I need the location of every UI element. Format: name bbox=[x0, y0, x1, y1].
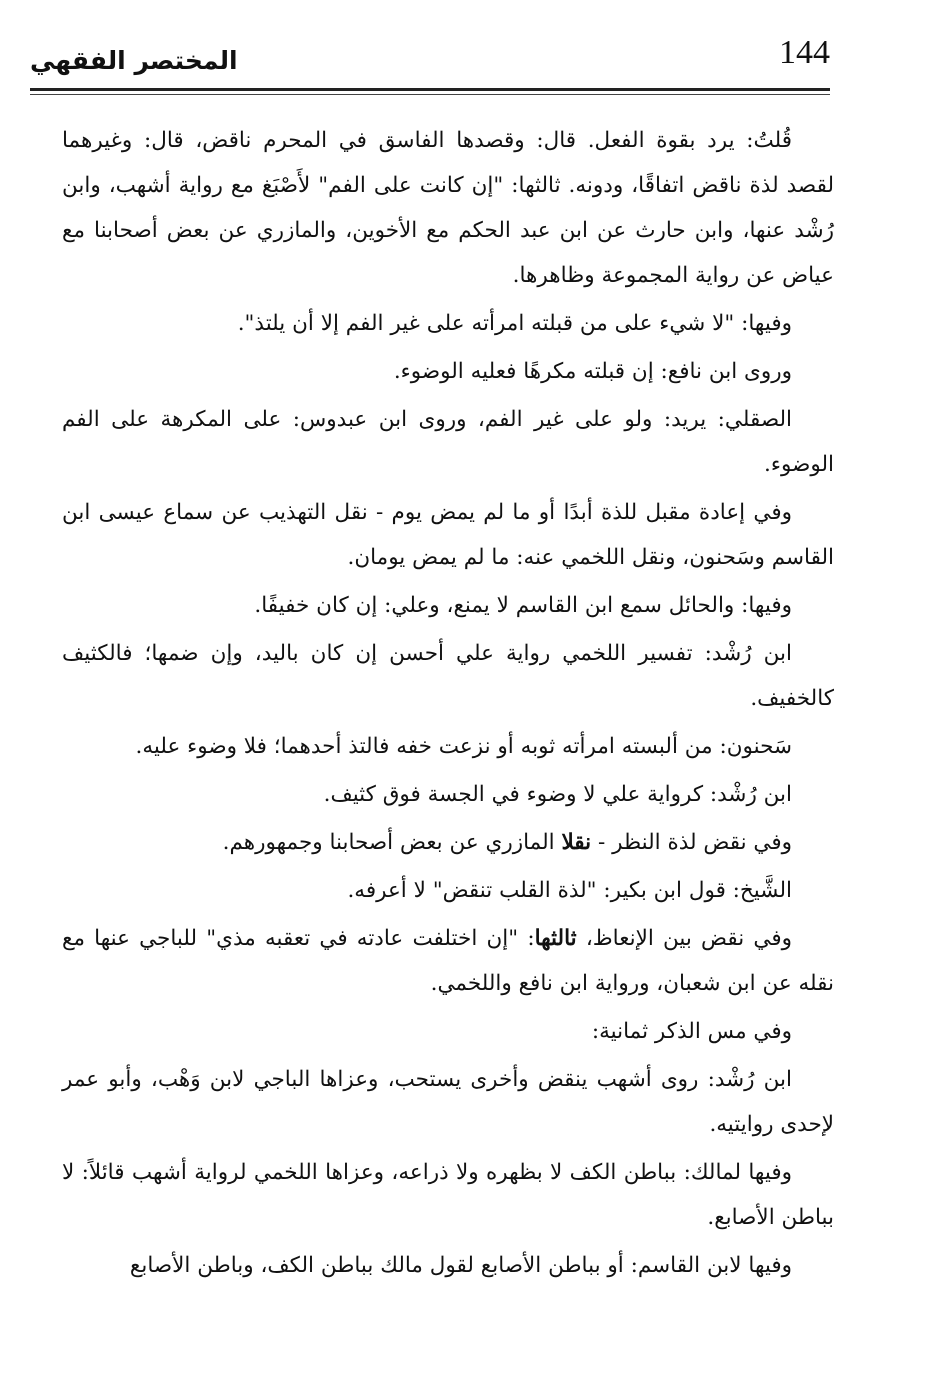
paragraph: وفيها: والحائل سمع ابن القاسم لا يمنع، وعلي: إن كان خفيفًا. bbox=[254, 593, 792, 618]
paragraph bbox=[62, 916, 834, 1006]
paragraph-text: وفي نقض بين الإنعاظ، bbox=[576, 926, 793, 951]
paragraph: وفيها: "لا شيء على من قبلته امرأته على غير الفم إلا أن يلتذ". bbox=[237, 311, 792, 336]
paragraph-text: : "إن اختلفت عادته في تعقبه مذي" للباجي عنها مع نقله عن ابن شعبان، ورواية ابن نافع واللخمي. bbox=[62, 926, 834, 996]
bold-term: ثالثها bbox=[534, 926, 577, 951]
paragraph: ابن رُشْد: تفسير اللخمي رواية علي أحسن إن كان باليد، وإن ضمها؛ فالكثيف كالخفيف. bbox=[62, 641, 834, 711]
paragraph: الشَّيخ: قول ابن بكير: "لذة القلب تنقض" لا أعرفه. bbox=[347, 878, 792, 903]
header-rule-thin bbox=[30, 94, 830, 95]
paragraph: وفي إعادة مقبل للذة أبدًا أو ما لم يمض يوم - نقل التهذيب عن سماع عيسى ابن القاسم وسَحنون، ونقل اللخمي عنه: ما لم يمض يومان. bbox=[62, 500, 834, 570]
paragraph-text: المازري عن بعض أصحابنا وجمهورهم. bbox=[222, 830, 562, 855]
paragraph: وفيها لمالك: بباطن الكف لا بظهره ولا ذراعه، وعزاها اللخمي لرواية أشهب قائلاً: لا بباطن الأصابع. bbox=[62, 1160, 834, 1230]
paragraph: ابن رُشْد: روى أشهب ينقض وأخرى يستحب، وعزاها الباجي لابن وَهْب، وأبو عمر لإحدى روايتيه. bbox=[62, 1067, 834, 1137]
paragraph: وفي مس الذكر ثمانية: bbox=[591, 1019, 792, 1044]
paragraph: وفيها لابن القاسم: أو بباطن الأصابع لقول مالك بباطن الكف، وباطن الأصابع bbox=[129, 1253, 792, 1278]
page-header bbox=[30, 34, 830, 90]
paragraph: قُلتُ: يرد بقوة الفعل. قال: وقصدها الفاسق في المحرم ناقض، قال: وغيرهما لقصد لذة ناقض اتفاقًا، ودونه. ثالثها: "إن كانت على الفم" لأَصْبَغ مع رواية أشهب، وابن رُشْد عنها، وابن حارث عن ابن عبد الحكم مع الأخوين، والمازري عن بعض أصحابنا مع عياض عن رواية المجموعة وظاهرها. bbox=[62, 128, 834, 288]
running-title: المختصر الفقهي bbox=[30, 46, 238, 75]
paragraph: وروى ابن نافع: إن قبلته مكرهًا فعليه الوضوء. bbox=[393, 359, 792, 384]
paragraph-text: وفي نقض لذة النظر - bbox=[591, 830, 792, 855]
paragraph: ابن رُشْد: كرواية علي لا وضوء في الجسة فوق كثيف. bbox=[323, 782, 792, 807]
page-number: 144 bbox=[779, 34, 830, 71]
body-text bbox=[62, 118, 834, 1291]
header-rule bbox=[30, 88, 830, 91]
paragraph bbox=[62, 820, 834, 865]
paragraph: الصقلي: يريد: ولو على غير الفم، وروى ابن عبدوس: على المكرهة على الفم الوضوء. bbox=[62, 407, 834, 477]
paragraph: سَحنون: من ألبسته امرأته ثوبه أو نزعت خفه فالتذ أحدهما؛ فلا وضوء عليه. bbox=[135, 734, 792, 759]
bold-term: نقلا bbox=[561, 830, 592, 855]
